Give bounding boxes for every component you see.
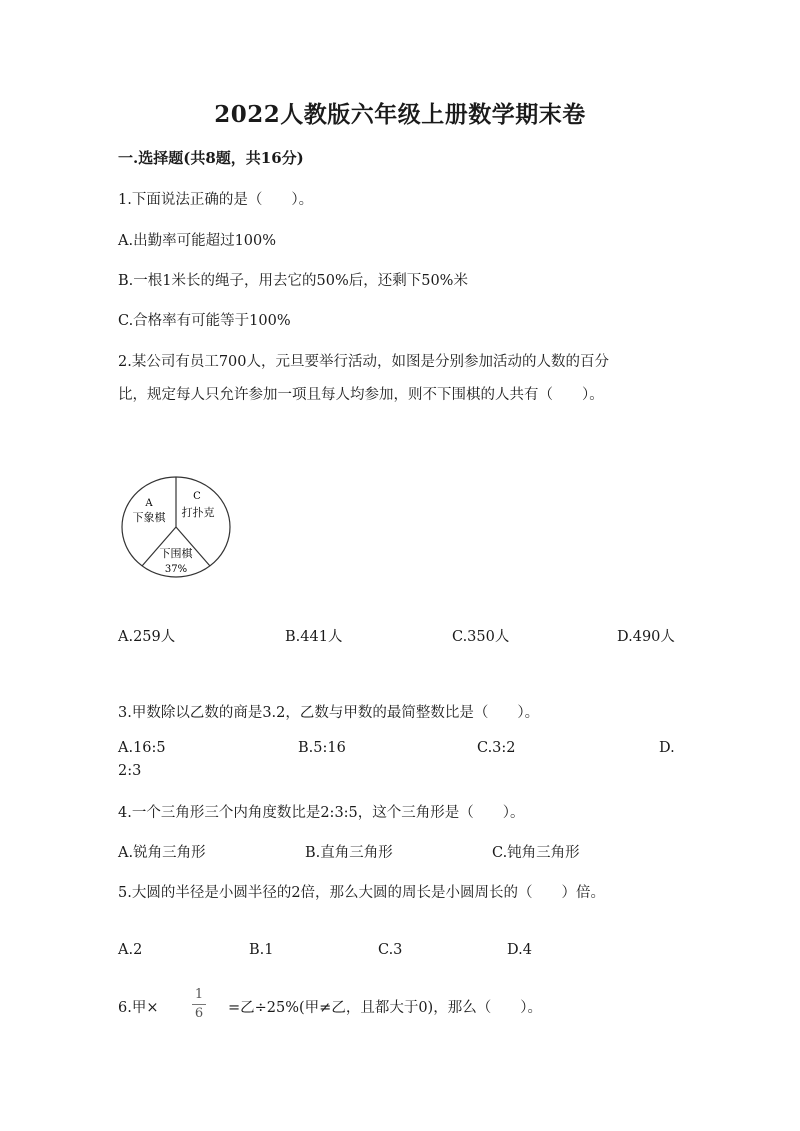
pie-slice-a-letter: A bbox=[145, 498, 153, 509]
question-3-option-a: A.16:5 bbox=[118, 740, 166, 756]
question-4-option-a: A.锐角三角形 bbox=[118, 845, 206, 861]
question-2-stem-line1: 2.某公司有员工700人，元旦要举行活动，如图是分别参加活动的人数的百分 bbox=[118, 354, 610, 370]
question-3-option-d-value: 2:3 bbox=[118, 763, 142, 779]
question-2-stem-line2: 比，规定每人只允许参加一项且每人均参加，则不下围棋的人共有（ ）。 bbox=[118, 387, 604, 403]
question-1-option-a: A.出勤率可能超过100% bbox=[118, 233, 277, 249]
question-1-option-b: B.一根1米长的绳子，用去它的50%后，还剩下50%米 bbox=[118, 273, 468, 289]
question-4-option-c: C.钝角三角形 bbox=[492, 845, 580, 861]
question-3-option-c: C.3:2 bbox=[477, 740, 516, 756]
question-5-option-d: D.4 bbox=[507, 942, 532, 958]
pie-slice-c-letter: C bbox=[193, 491, 201, 502]
question-6-prefix: 6.甲× bbox=[118, 1000, 159, 1016]
question-3-option-d-letter: D. bbox=[659, 740, 675, 756]
question-1-stem: 1.下面说法正确的是（ ）。 bbox=[118, 192, 314, 208]
question-1-option-c: C.合格率有可能等于100% bbox=[118, 313, 291, 329]
question-6-fraction bbox=[192, 987, 206, 1022]
question-2-option-b: B.441人 bbox=[285, 629, 343, 645]
page-title: 2022人教版六年级上册数学期末卷 bbox=[214, 101, 586, 128]
question-6-suffix: =乙÷25%(甲≠乙，且都大于0)，那么（ ）。 bbox=[228, 1000, 542, 1016]
fraction-numerator: 1 bbox=[194, 987, 204, 1002]
pie-slice-weiqi-label: 下围棋 bbox=[159, 547, 193, 560]
pie-slice-weiqi-value: 37% bbox=[164, 564, 188, 575]
question-5-option-c: C.3 bbox=[378, 942, 403, 958]
fraction-bar bbox=[192, 1004, 206, 1005]
question-2-option-a: A.259人 bbox=[118, 629, 176, 645]
question-4-stem: 4.一个三角形三个内角度数比是2:3:5，这个三角形是（ ）。 bbox=[118, 805, 525, 821]
question-4-option-b: B.直角三角形 bbox=[305, 845, 393, 861]
fraction-denominator: 6 bbox=[194, 1006, 204, 1021]
activity-pie-chart bbox=[120, 475, 232, 579]
question-2-option-c: C.350人 bbox=[452, 629, 510, 645]
pie-slice-c-label: 打扑克 bbox=[181, 506, 215, 519]
question-2-option-d: D.490人 bbox=[617, 629, 675, 645]
question-3-option-b: B.5:16 bbox=[298, 740, 346, 756]
pie-slice-a-label: 下象棋 bbox=[132, 511, 166, 524]
question-5-option-a: A.2 bbox=[118, 942, 143, 958]
question-3-stem: 3.甲数除以乙数的商是3.2，乙数与甲数的最简整数比是（ ）。 bbox=[118, 705, 540, 721]
question-5-option-b: B.1 bbox=[249, 942, 274, 958]
question-5-stem: 5.大圆的半径是小圆半径的2倍，那么大圆的周长是小圆周长的（ ）倍。 bbox=[118, 885, 606, 901]
section-heading: 一.选择题(共8题，共16分) bbox=[118, 149, 304, 167]
